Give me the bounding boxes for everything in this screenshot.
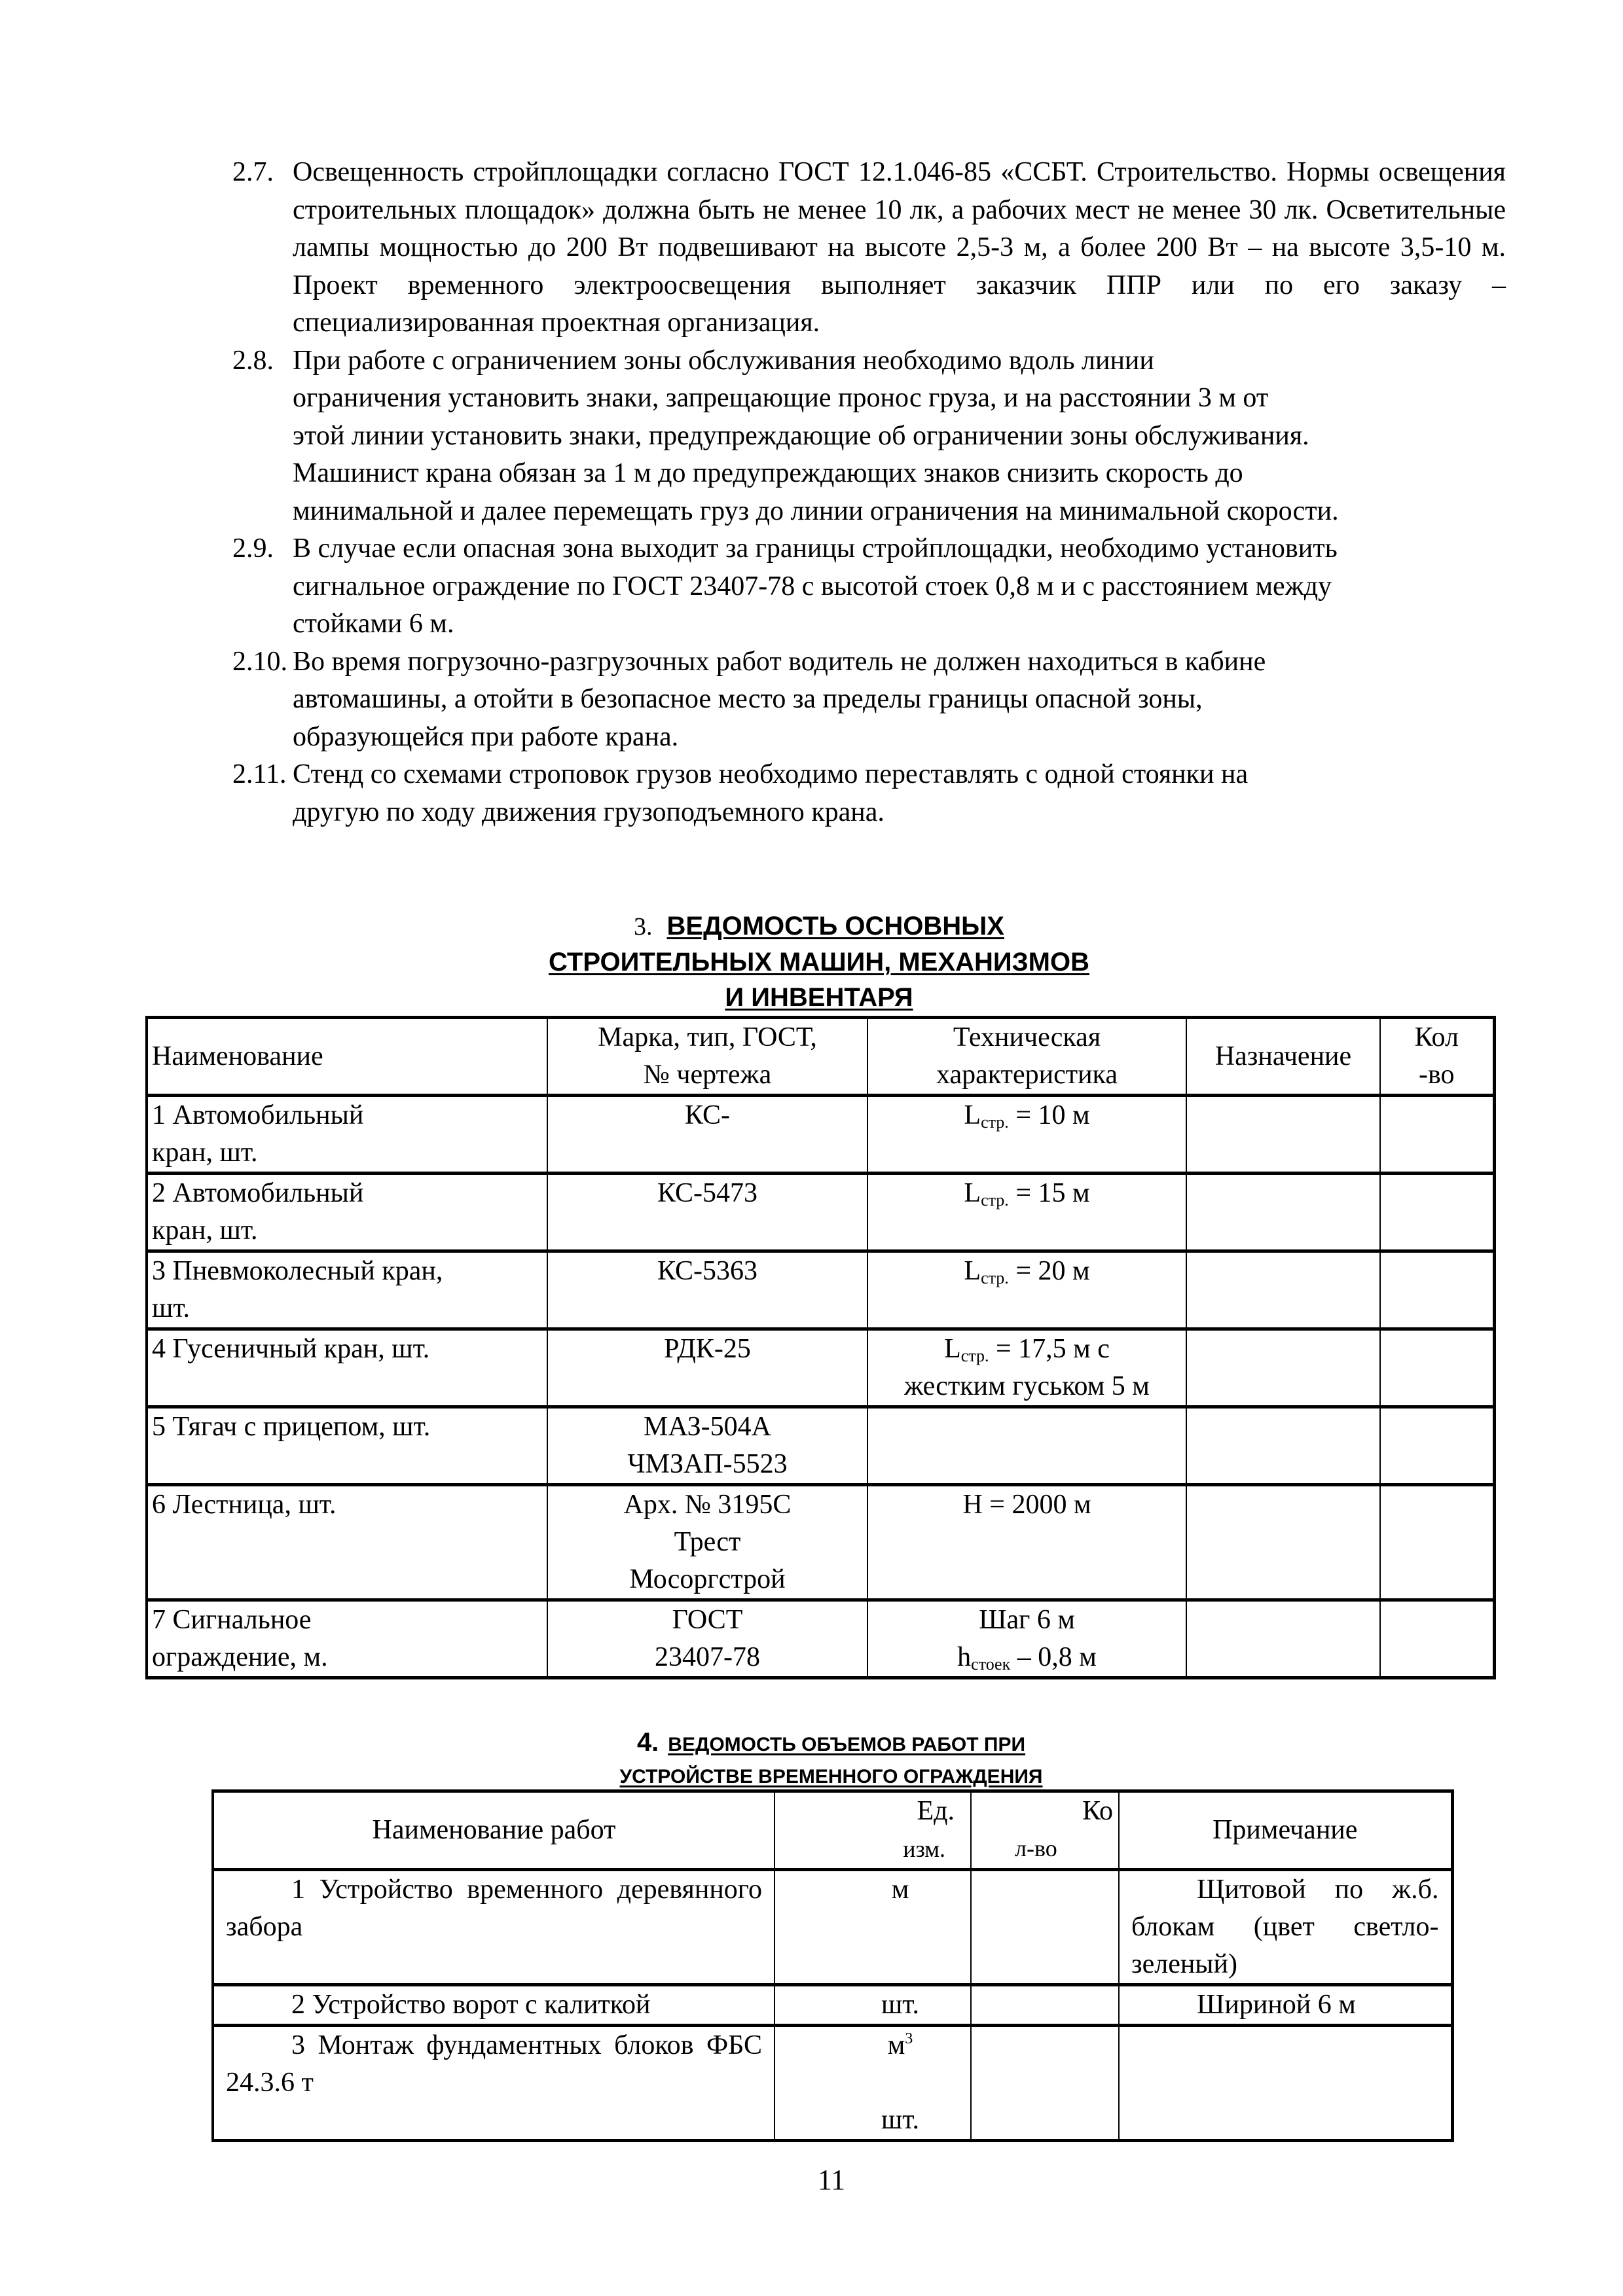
machines-table bbox=[145, 1016, 1496, 1679]
heading-line: ВЕДОМОСТЬ ОБЪЕМОВ РАБОТ ПРИ bbox=[668, 1734, 1026, 1755]
heading-line: СТРОИТЕЛЬНЫХ МАШИН, МЕХАНИЗМОВ bbox=[549, 948, 1089, 977]
heading-line: УСТРОЙСТВЕ ВРЕМЕННОГО ОГРАЖДЕНИЯ bbox=[619, 1766, 1043, 1787]
table-row bbox=[147, 1251, 1494, 1329]
table-row bbox=[147, 1096, 1494, 1174]
cell-work-name: 2 Устройство ворот с калиткой bbox=[213, 1985, 775, 2026]
section-3-heading bbox=[145, 908, 1493, 1015]
paragraph-line: стойками 6 м. bbox=[293, 609, 454, 639]
cell-name: 2 Автомобильный кран, шт. bbox=[147, 1174, 547, 1251]
page-number: 11 bbox=[817, 2164, 846, 2196]
cell-qty bbox=[1380, 1600, 1494, 1678]
cell-name: 4 Гусеничный кран, шт. bbox=[147, 1329, 547, 1407]
paragraph-number: 2.9. bbox=[232, 533, 274, 564]
paragraph-line: минимальной и далее перемещать груз до линии ограничения на минимальной скорости. bbox=[293, 495, 1339, 526]
table-row bbox=[213, 2026, 1452, 2141]
table-header-row bbox=[213, 1791, 1452, 1870]
cell-qty bbox=[971, 1870, 1119, 1985]
cell-name: 7 Сигнальное ограждение, м. bbox=[147, 1600, 547, 1678]
table-row bbox=[147, 1174, 1494, 1251]
table-row bbox=[147, 1600, 1494, 1678]
cell-unit: м bbox=[775, 1870, 971, 1985]
table-row bbox=[213, 1870, 1452, 1985]
cell-mark: КС- bbox=[547, 1096, 867, 1174]
column-header-work-name: Наименование работ bbox=[213, 1791, 775, 1870]
works-volume-table bbox=[211, 1789, 1454, 2142]
cell-spec: $L_{стр.} = 17,5$ м с жестким гуськом 5 м bbox=[867, 1329, 1186, 1407]
cell-mark: Арх. № 3195С Трест Мосоргстрой bbox=[547, 1485, 867, 1600]
paragraph-line: При работе с ограничением зоны обслуживания необходимо вдоль линии bbox=[293, 345, 1154, 376]
cell-mark: МАЗ-504А ЧМЗАП-5523 bbox=[547, 1407, 867, 1485]
column-header-note: Примечание bbox=[1119, 1791, 1452, 1870]
section-number: 3. bbox=[634, 913, 653, 941]
paragraph-text: Освещенность стройплощадки согласно ГОСТ 12.1.046-85 «ССБТ. Строительство. Нормы освещения строительных площадок» должна быть не менее 10 лк, а рабочих мест не менее 30 лк. Осветительные лампы мощностью до 200 Вт подвешивают на высоте 2,5-3 м, а более 200 Вт – на высоте 3,5-10 м. Проект временного электроосвещения выполняет заказчик ППР или по его заказу – специализированная проектная организация. bbox=[293, 157, 1506, 338]
paragraph-line: В случае если опасная зона выходит за границы стройплощадки, необходимо установить bbox=[293, 533, 1338, 564]
heading-line: И ИНВЕНТАРЯ bbox=[725, 983, 913, 1012]
heading-line: ВЕДОМОСТЬ ОСНОВНЫХ bbox=[666, 912, 1004, 941]
paragraph-line: Машинист крана обязан за 1 м до предупреждающих знаков снизить скорость до bbox=[293, 458, 1243, 488]
cell-purpose bbox=[1186, 1329, 1380, 1407]
paragraph-line: ограничения установить знаки, запрещающие пронос груза, и на расстоянии 3 м от bbox=[293, 383, 1269, 413]
paragraph-line: Во время погрузочно-разгрузочных работ водитель не должен находиться в кабине bbox=[293, 646, 1266, 677]
cell-spec bbox=[867, 1407, 1186, 1485]
paragraph-number: 2.7. bbox=[232, 157, 274, 187]
column-header-mark: Марка, тип, ГОСТ, № чертежа bbox=[547, 1018, 867, 1096]
table-header-row bbox=[147, 1018, 1494, 1096]
table-row bbox=[213, 1985, 1452, 2026]
cell-purpose bbox=[1186, 1096, 1380, 1174]
table-row bbox=[147, 1407, 1494, 1485]
cell-note bbox=[1119, 2026, 1452, 2141]
paragraph-2-8 bbox=[232, 342, 1506, 531]
cell-work-name: 1 Устройство временного деревянного забора bbox=[213, 1870, 775, 1985]
cell-spec: Н = 2000 м bbox=[867, 1485, 1186, 1600]
column-header-qty: Кол -во bbox=[1380, 1018, 1494, 1096]
cell-spec: $L_{стр.} = 20$ м bbox=[867, 1251, 1186, 1329]
table-row bbox=[147, 1329, 1494, 1407]
cell-note: Щитовой по ж.б. блокам (цвет светло-зеленый) bbox=[1119, 1870, 1452, 1985]
paragraph-line: другую по ходу движения грузоподъемного крана. bbox=[293, 797, 884, 827]
cell-spec: $L_{стр.} = 15$ м bbox=[867, 1174, 1186, 1251]
cell-note: Шириной 6 м bbox=[1119, 1985, 1452, 2026]
paragraph-line: образующейся при работе крана. bbox=[293, 721, 679, 752]
cell-purpose bbox=[1186, 1407, 1380, 1485]
cell-unit: шт. bbox=[775, 1985, 971, 2026]
cell-mark: КС-5473 bbox=[547, 1174, 867, 1251]
paragraph-2-10 bbox=[232, 643, 1506, 757]
cell-name: 5 Тягач с прицепом, шт. bbox=[147, 1407, 547, 1485]
section-4-heading bbox=[211, 1727, 1451, 1793]
column-header-purpose: Назначение bbox=[1186, 1018, 1380, 1096]
cell-work-name: 3 Монтаж фундаментных блоков ФБС 24.3.6 т bbox=[213, 2026, 775, 2141]
cell-qty bbox=[1380, 1485, 1494, 1600]
cell-name: 3 Пневмоколесный кран, шт. bbox=[147, 1251, 547, 1329]
paragraph-line: Стенд со схемами строповок грузов необходимо переставлять с одной стоянки на bbox=[293, 759, 1249, 789]
cell-purpose bbox=[1186, 1251, 1380, 1329]
section-number: 4. bbox=[636, 1728, 659, 1757]
cell-mark: РДК-25 bbox=[547, 1329, 867, 1407]
column-header-spec: Техническая характеристика bbox=[867, 1018, 1186, 1096]
paragraph-line: этой линии установить знаки, предупреждающие об ограничении зоны обслуживания. bbox=[293, 420, 1309, 451]
paragraph-number: 2.8. bbox=[232, 345, 274, 376]
cell-name: 6 Лестница, шт. bbox=[147, 1485, 547, 1600]
cell-spec: Шаг 6 м $h_{стоек} - 0,8$ м bbox=[867, 1600, 1186, 1678]
cell-mark: КС-5363 bbox=[547, 1251, 867, 1329]
cell-qty bbox=[1380, 1329, 1494, 1407]
cell-spec: $L_{стр.} = 10$ м bbox=[867, 1096, 1186, 1174]
cell-qty bbox=[1380, 1174, 1494, 1251]
column-header-name: Наименование bbox=[147, 1018, 547, 1096]
cell-qty bbox=[1380, 1407, 1494, 1485]
paragraph-number: 2.11. bbox=[232, 759, 287, 789]
cell-qty bbox=[1380, 1251, 1494, 1329]
table-row bbox=[147, 1485, 1494, 1600]
cell-qty bbox=[971, 1985, 1119, 2026]
cell-qty bbox=[971, 2026, 1119, 2141]
paragraph-2-7 bbox=[232, 154, 1506, 342]
paragraph-line: автомашины, а отойти в безопасное место за пределы границы опасной зоны, bbox=[293, 684, 1203, 714]
paragraph-number: 2.10. bbox=[232, 646, 287, 677]
cell-purpose bbox=[1186, 1174, 1380, 1251]
paragraph-2-9 bbox=[232, 530, 1506, 643]
cell-qty bbox=[1380, 1096, 1494, 1174]
paragraph-2-11 bbox=[232, 756, 1506, 831]
numbered-paragraphs bbox=[232, 154, 1506, 831]
cell-mark: ГОСТ 23407-78 bbox=[547, 1600, 867, 1678]
column-header-qty: Ко л-во bbox=[971, 1791, 1119, 1870]
cell-name: 1 Автомобильный кран, шт. bbox=[147, 1096, 547, 1174]
cell-purpose bbox=[1186, 1600, 1380, 1678]
paragraph-line: сигнальное ограждение по ГОСТ 23407-78 с высотой стоек 0,8 м и с расстоянием между bbox=[293, 571, 1332, 601]
column-header-unit: Ед. изм. bbox=[775, 1791, 971, 1870]
cell-unit: $м^3$ шт. bbox=[775, 2026, 971, 2141]
cell-purpose bbox=[1186, 1485, 1380, 1600]
